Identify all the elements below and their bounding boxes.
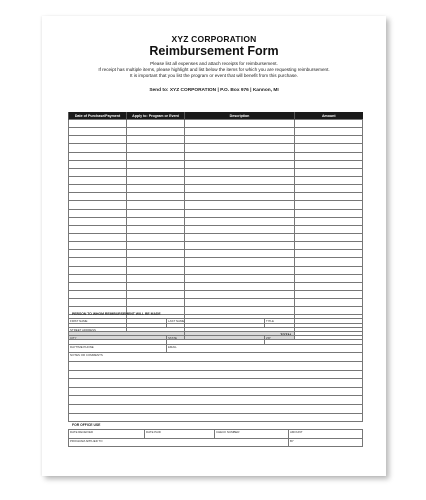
daytime-phone-field[interactable]: DAYTIME PHONE xyxy=(69,344,167,353)
expense-cell[interactable] xyxy=(185,193,295,201)
expense-cell[interactable] xyxy=(295,176,363,184)
expense-cell[interactable] xyxy=(185,209,295,217)
person-section-heading: PERSON TO WHOM REIMBURSEMENT WILL BE MADE xyxy=(72,312,161,316)
expense-row xyxy=(69,136,363,144)
company-name: XYZ CORPORATION xyxy=(171,34,257,44)
notes-line[interactable] xyxy=(69,361,363,370)
expense-cell[interactable] xyxy=(295,168,363,176)
expense-cell[interactable] xyxy=(295,120,363,128)
instructions xyxy=(62,61,366,79)
expense-cell[interactable] xyxy=(295,160,363,168)
notes-line[interactable] xyxy=(69,413,363,422)
email-field[interactable]: EMAIL xyxy=(167,344,363,353)
expense-cell[interactable] xyxy=(185,266,295,274)
instruction-line: If receipt has multiple items, please highlight and list below the items for which you are requesting reimbursement. xyxy=(98,67,330,72)
expense-row xyxy=(69,274,363,282)
expense-row xyxy=(69,152,363,160)
by-field[interactable]: BY xyxy=(289,438,363,447)
last-name-field[interactable]: LAST NAME xyxy=(167,319,265,328)
city-field[interactable]: CITY xyxy=(69,336,167,345)
expense-cell[interactable] xyxy=(185,144,295,152)
expense-cell[interactable] xyxy=(69,144,127,152)
expense-cell[interactable] xyxy=(69,233,127,241)
expense-cell[interactable] xyxy=(185,168,295,176)
expense-row xyxy=(69,185,363,193)
expense-cell[interactable] xyxy=(295,242,363,250)
zip-field[interactable]: ZIP xyxy=(265,336,363,345)
form-page xyxy=(42,16,386,476)
expense-cell[interactable] xyxy=(127,217,185,225)
expense-cell[interactable] xyxy=(127,266,185,274)
expense-cell[interactable] xyxy=(69,266,127,274)
expense-cell[interactable] xyxy=(185,258,295,266)
check-number-field[interactable]: CHECK NUMBER xyxy=(215,430,289,439)
expense-row xyxy=(69,201,363,209)
instruction-line: It is important that you list the program or event that will benefit from this purchase. xyxy=(129,73,298,78)
expense-row xyxy=(69,225,363,233)
expense-cell[interactable] xyxy=(185,233,295,241)
expense-row xyxy=(69,217,363,225)
expense-cell[interactable] xyxy=(127,282,185,290)
expense-cell[interactable] xyxy=(185,242,295,250)
expense-cell[interactable] xyxy=(295,225,363,233)
program-applied-to-field[interactable]: PROGRAM APPLIED TO xyxy=(69,438,289,447)
expense-row xyxy=(69,233,363,241)
expense-row xyxy=(69,193,363,201)
expense-cell[interactable] xyxy=(127,225,185,233)
expense-cell[interactable] xyxy=(69,176,127,184)
expense-cell[interactable] xyxy=(185,225,295,233)
expense-row xyxy=(69,290,363,298)
notes-line[interactable] xyxy=(69,387,363,396)
expense-row xyxy=(69,176,363,184)
expense-row xyxy=(69,282,363,290)
expense-cell[interactable] xyxy=(185,290,295,298)
expense-cell[interactable] xyxy=(69,290,127,298)
expense-cell[interactable] xyxy=(127,258,185,266)
expense-cell[interactable] xyxy=(69,209,127,217)
expense-cell[interactable] xyxy=(185,299,295,307)
expense-cell[interactable] xyxy=(69,242,127,250)
expense-cell[interactable] xyxy=(185,176,295,184)
notes-field[interactable]: NOTES OR COMMENTS xyxy=(69,353,363,362)
form-title: Reimbursement Form xyxy=(149,44,279,58)
expense-cell[interactable] xyxy=(295,282,363,290)
expense-cell[interactable] xyxy=(185,136,295,144)
expense-cell[interactable] xyxy=(185,282,295,290)
date-paid-field[interactable]: DATE PAID xyxy=(145,430,215,439)
expense-cell[interactable] xyxy=(127,193,185,201)
expense-cell[interactable] xyxy=(295,290,363,298)
expense-rows xyxy=(69,120,363,340)
expense-cell[interactable] xyxy=(295,233,363,241)
expense-cell[interactable] xyxy=(127,152,185,160)
expense-cell[interactable] xyxy=(185,152,295,160)
expense-cell[interactable] xyxy=(69,152,127,160)
expense-cell[interactable] xyxy=(69,136,127,144)
expense-cell[interactable] xyxy=(127,120,185,128)
street-address-field[interactable]: STREET ADDRESS xyxy=(69,327,363,336)
expense-cell[interactable] xyxy=(69,160,127,168)
expense-cell[interactable] xyxy=(127,136,185,144)
notes-line[interactable] xyxy=(69,396,363,405)
expense-cell[interactable] xyxy=(69,193,127,201)
title-field[interactable]: TITLE xyxy=(265,319,363,328)
expense-cell[interactable] xyxy=(185,128,295,136)
expense-cell[interactable] xyxy=(69,225,127,233)
office-use-grid xyxy=(68,429,363,447)
expense-row xyxy=(69,258,363,266)
instruction-line: Please list all expenses and attach receipts for reimbursement. xyxy=(150,61,278,66)
expense-cell[interactable] xyxy=(69,282,127,290)
expense-cell[interactable] xyxy=(69,250,127,258)
expense-row xyxy=(69,266,363,274)
expense-cell[interactable] xyxy=(69,217,127,225)
expense-cell[interactable] xyxy=(295,144,363,152)
notes-line[interactable] xyxy=(69,404,363,413)
expense-cell[interactable] xyxy=(185,217,295,225)
expense-cell[interactable] xyxy=(127,250,185,258)
notes-lines xyxy=(69,361,363,421)
expense-cell[interactable] xyxy=(69,258,127,266)
expense-cell[interactable] xyxy=(295,209,363,217)
expense-cell[interactable] xyxy=(127,290,185,298)
expense-row xyxy=(69,120,363,128)
total-label: TOTAL xyxy=(185,331,295,339)
expense-cell[interactable] xyxy=(185,160,295,168)
expense-cell[interactable] xyxy=(127,201,185,209)
column-header-amount: Amount xyxy=(295,112,363,120)
expense-row xyxy=(69,128,363,136)
expense-cell[interactable] xyxy=(69,128,127,136)
expense-table xyxy=(68,112,363,340)
expense-cell[interactable] xyxy=(295,201,363,209)
expense-cell[interactable] xyxy=(185,201,295,209)
expense-cell[interactable] xyxy=(127,299,185,307)
expense-cell[interactable] xyxy=(295,307,363,315)
expense-cell[interactable] xyxy=(127,144,185,152)
expense-cell[interactable] xyxy=(185,307,295,315)
expense-cell[interactable] xyxy=(185,185,295,193)
expense-cell[interactable] xyxy=(69,201,127,209)
expense-row xyxy=(69,144,363,152)
expense-row xyxy=(69,160,363,168)
expense-row xyxy=(69,209,363,217)
expense-cell[interactable] xyxy=(127,242,185,250)
notes-line[interactable] xyxy=(69,379,363,388)
expense-cell[interactable] xyxy=(295,193,363,201)
expense-cell[interactable] xyxy=(127,274,185,282)
expense-cell[interactable] xyxy=(185,120,295,128)
date-received-field[interactable]: DATE RECEIVED xyxy=(69,430,145,439)
expense-cell[interactable] xyxy=(295,266,363,274)
expense-row xyxy=(69,242,363,250)
person-info-grid xyxy=(68,318,363,422)
expense-cell[interactable] xyxy=(69,168,127,176)
expense-cell[interactable] xyxy=(69,120,127,128)
send-to-address: Send to: XYZ CORPORATION | P.O. Box 976 | Kannon, MI xyxy=(149,88,279,93)
amount-field[interactable]: AMOUNT xyxy=(289,430,363,439)
expense-cell[interactable] xyxy=(69,185,127,193)
expense-cell[interactable] xyxy=(127,160,185,168)
expense-cell[interactable] xyxy=(295,136,363,144)
state-field[interactable]: STATE xyxy=(167,336,265,345)
expense-cell[interactable] xyxy=(185,250,295,258)
expense-cell[interactable] xyxy=(185,274,295,282)
expense-cell[interactable] xyxy=(295,152,363,160)
expense-cell[interactable] xyxy=(127,233,185,241)
expense-cell[interactable] xyxy=(295,250,363,258)
expense-cell[interactable] xyxy=(127,128,185,136)
first-name-field[interactable]: FIRST NAME xyxy=(69,319,167,328)
expense-cell[interactable] xyxy=(295,217,363,225)
expense-row xyxy=(69,299,363,307)
expense-cell[interactable] xyxy=(127,176,185,184)
expense-cell[interactable] xyxy=(295,299,363,307)
expense-cell[interactable] xyxy=(127,209,185,217)
expense-row xyxy=(69,168,363,176)
expense-row xyxy=(69,250,363,258)
expense-cell[interactable] xyxy=(295,128,363,136)
column-header-date: Date of Purchase/Payment xyxy=(69,112,127,120)
expense-cell[interactable] xyxy=(295,185,363,193)
expense-cell[interactable] xyxy=(69,274,127,282)
column-header-description: Description xyxy=(185,112,295,120)
column-header-program: Apply to: Program or Event xyxy=(127,112,185,120)
expense-cell[interactable] xyxy=(127,168,185,176)
notes-line[interactable] xyxy=(69,370,363,379)
expense-cell[interactable] xyxy=(127,185,185,193)
expense-cell[interactable] xyxy=(295,258,363,266)
expense-cell[interactable] xyxy=(69,299,127,307)
expense-cell[interactable] xyxy=(295,274,363,282)
office-section-heading: FOR OFFICE USE xyxy=(72,423,101,427)
expense-header-row xyxy=(69,112,363,120)
